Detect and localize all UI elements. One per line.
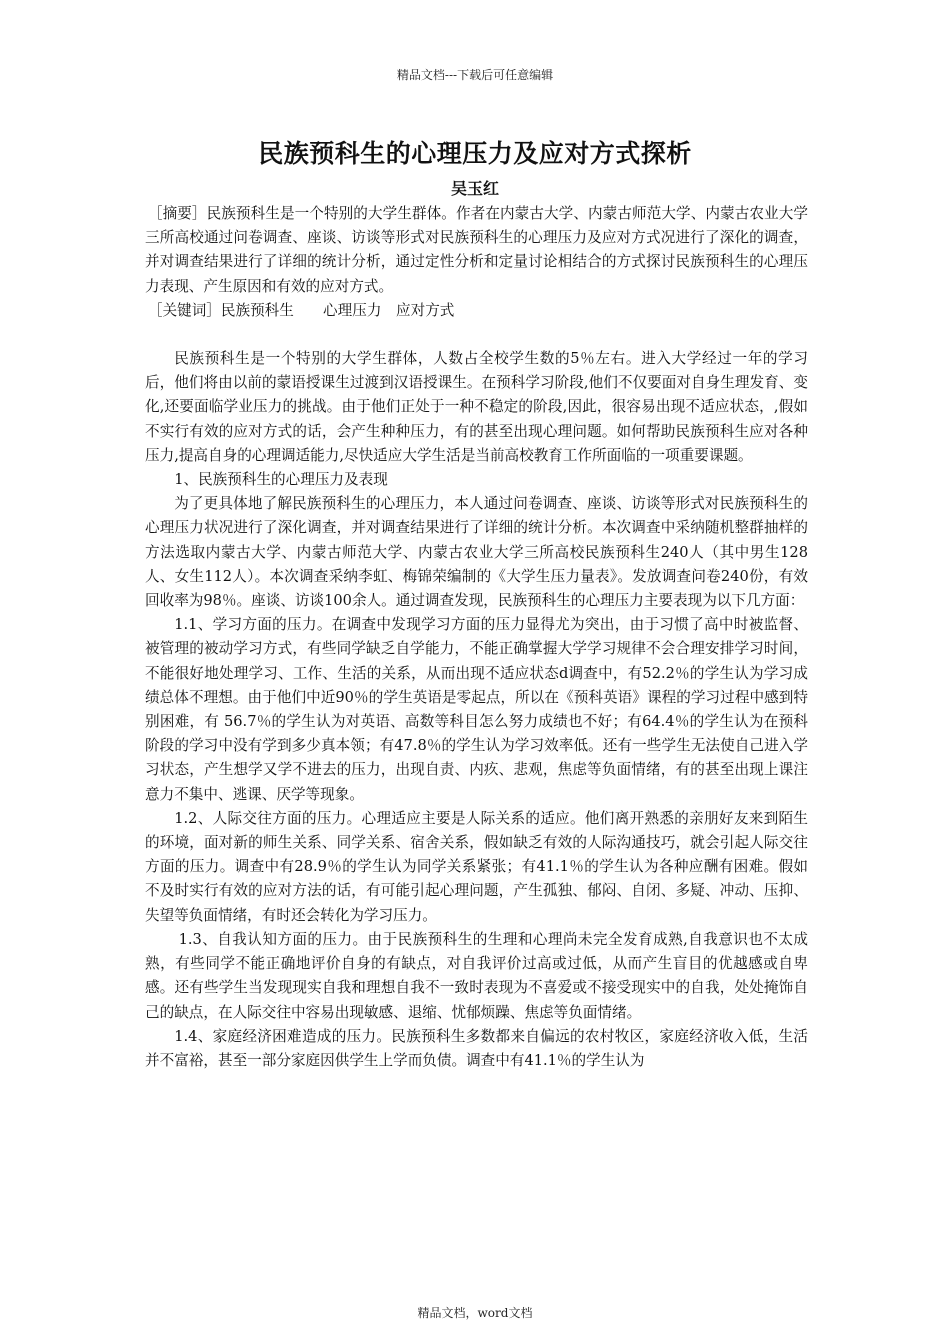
section-heading: 1、民族预科生的心理压力及表现	[174, 471, 388, 489]
body-paragraph-intro: 民族预科生是一个特别的大学生群体，人数占全校学生数的5％左右。进入大学经过一年的学习后，他们将由以前的蒙语授课生过渡到汉语授课生。在预科学习阶段,他们不仅要面对自身生理发育、变化,还要面临学业压力的挑战。由于他们正处于一种不稳定的阶段,因此，很容易出现不适应状态，,假如不实行有效的应对方式的话，会产生种种压力，有的甚至出现心理问题。如何帮助民族预科生应对各种压力,提高自身的心理调适能力,尽快适应大学生活是当前高校教育工作所面临的一项重要课题。	[145, 350, 808, 464]
abstract: ［摘要］民族预科生是一个特别的大学生群体。作者在内蒙古大学、内蒙古师范大学、内蒙古农业大学三所高校通过问卷调查、座谈、访谈等形式对民族预科生的心理压力及应对方式况进行了深化的调查，并对调查结果进行了详细的统计分析，通过定性分析和定量讨论相结合的方式探讨民族预科生的心理压力表现、产生原因和有效的应对方式。	[145, 205, 808, 295]
article-body	[145, 202, 808, 1073]
body-paragraph-economic-pressure: 1.4、家庭经济困难造成的压力。民族预科生多数都来自偏远的农村牧区，家庭经济收入低，生活并不富裕，甚至一部分家庭因供学生上学而负债。调查中有41.1％的学生认为	[145, 1027, 808, 1069]
article-author: 吴玉红	[450, 179, 499, 198]
article-title: 民族预科生的心理压力及应对方式探析	[258, 139, 692, 168]
keywords: ［关键词］民族预科生 心理压力 应对方式	[147, 301, 455, 319]
body-paragraph-social-pressure: 1.2、人际交往方面的压力。心理适应主要是人际关系的适应。他们离开熟悉的亲朋好友来到陌生的环境，面对新的师生关系、同学关系、宿舍关系，假如缺乏有效的人际沟通技巧，就会引起人际交往方面的压力。调查中有28.9％的学生认为同学关系紧张；有41.1％的学生认为各种应酬有困难。假如不及时实行有效的应对方法的话，有可能引起心理问题，产生孤独、郁闷、自闭、多疑、冲动、压抑、失望等负面情绪，有时还会转化为学习压力。	[145, 809, 808, 924]
body-paragraph-study-pressure: 1.1、学习方面的压力。在调查中发现学习方面的压力显得尤为突出，由于习惯了高中时被监督、被管理的被动学习方式，有些同学缺乏自学能力，不能正确掌握大学学习规律不会合理安排学习时间，不能很好地处理学习、工作、生活的关系，从而出现不适应状态d调查中，有52.2％的学生认为学习成绩总体不理想。由于他们中近90％的学生英语是零起点，所以在《预科英语》课程的学习过程中感到特别困难，有 56.7％的学生认为对英语、高数等科目怎么努力成绩也不好；有64.4％的学生认为在预科阶段的学习中没有学到多少真本领；有47.8％的学生认为学习效率低。还有一些学生无法使自己进入学习状态，产生想学又学不进去的压力，出现自责、内疚、悲观，焦虑等负面情绪，有的甚至出现上课注意力不集中、逃课、厌学等现象。	[145, 616, 808, 803]
body-paragraph-self-cognition: 1.3、自我认知方面的压力。由于民族预科生的生理和心理尚未完全发育成熟,自我意识也不太成熟，有些同学不能正确地评价自身的有缺点，对自我评价过高或过低，从而产生盲目的优越感或自卑感。还有些学生当发现现实自我和理想自我不一致时表现为不喜爱或不接受现实中的自我，处处掩饰自己的缺点，在人际交往中容易出现敏感、退缩、忧郁烦躁、焦虑等负面情绪。	[145, 930, 808, 1021]
body-paragraph-survey: 为了更具体地了解民族预科生的心理压力，本人通过问卷调查、座谈、访谈等形式对民族预科生的心理压力状况进行了深化调查，并对调查结果进行了详细的统计分析。本次调查中采纳随机整群抽样的方法选取内蒙古大学、内蒙古师范大学、内蒙古农业大学三所高校民族预科生240人（其中男生128人、女生112人）。本次调查采纳李虹、梅锦荣编制的《大学生压力量表》。发放调查问卷240份，有效回收率为98％。座谈、访谈100余人。通过调查发现，民族预科生的心理压力主要表现为以下几方面：	[145, 495, 808, 610]
page-header: 精品文档---下载后可任意编辑	[396, 68, 554, 82]
page-footer: 精品文档，word文档	[417, 1306, 533, 1320]
